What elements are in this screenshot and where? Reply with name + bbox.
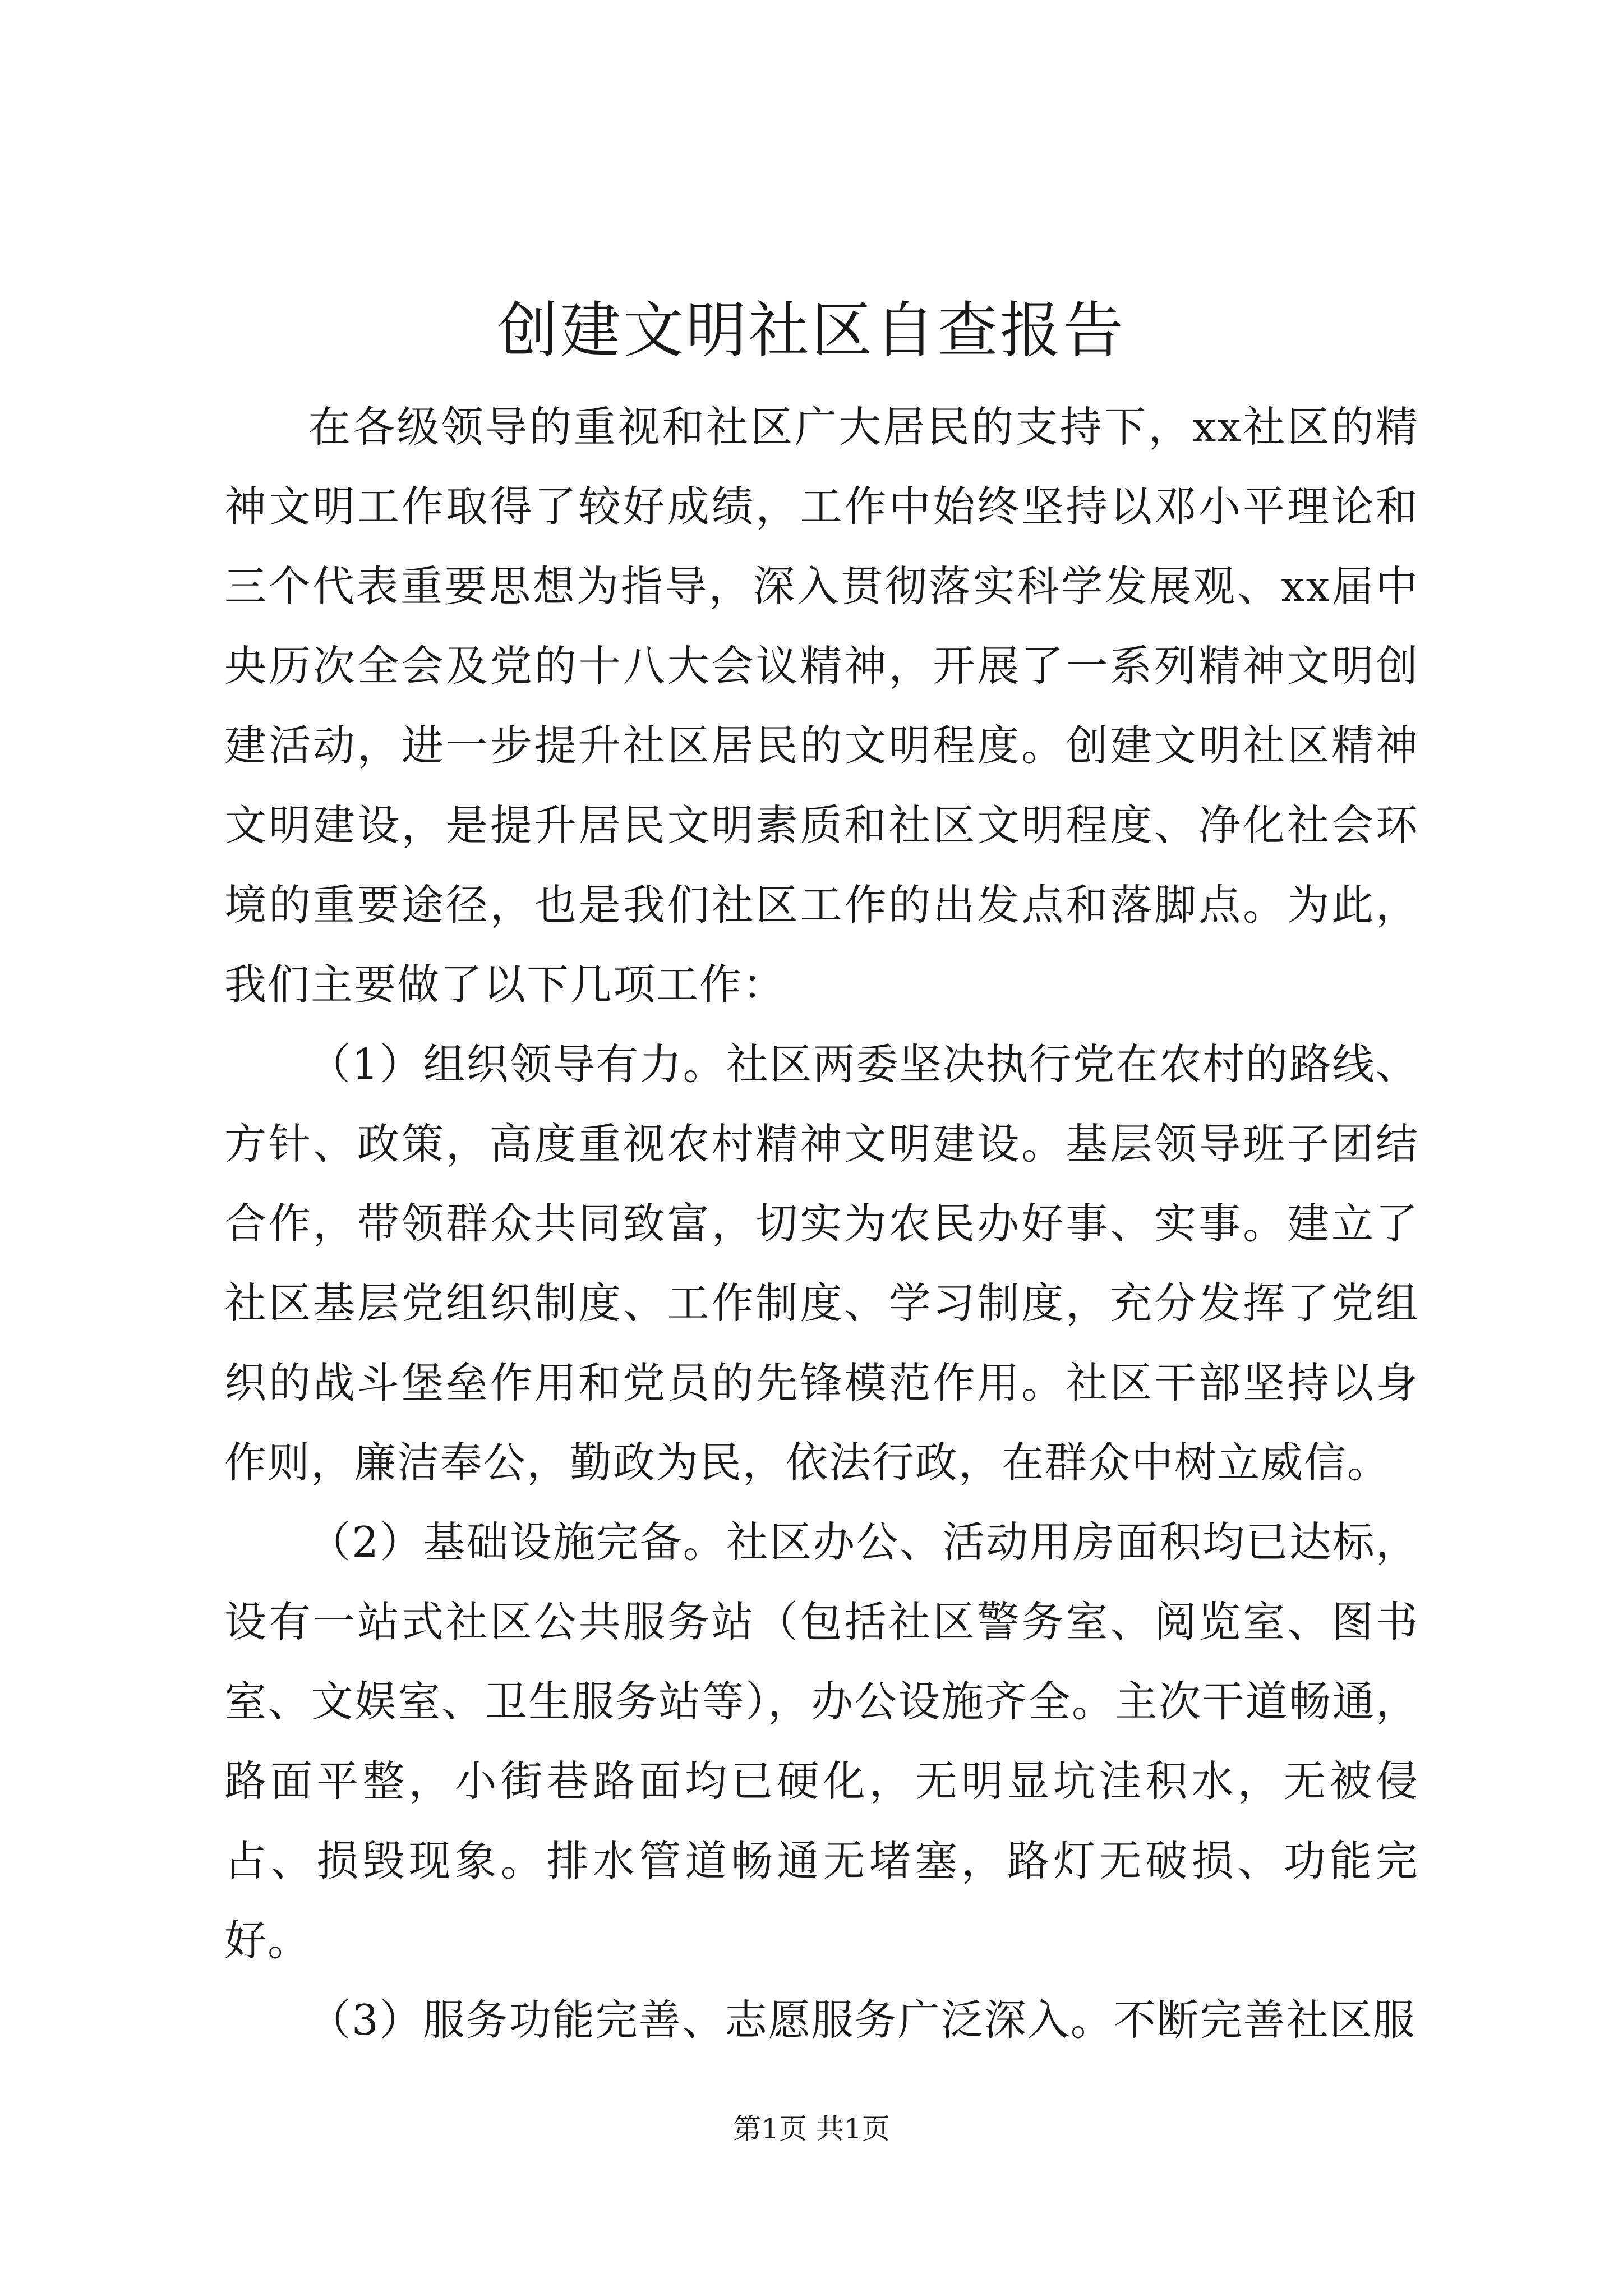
paragraph-intro: 在各级领导的重视和社区广大居民的支持下，xx社区的精神文明工作取得了较好成绩，工作中始终坚持以邓小平理论和三个代表重要思想为指导，深入贯彻落实科学发展观、xx届中央历次全会及党的十八大会议精神，开展了一系列精神文明创建活动，进一步提升社区居民的文明程度。创建文明社区精神文明建设，是提升居民文明素质和社区文明程度、净化社会环境的重要途径，也是我们社区工作的出发点和落脚点。为此，我们主要做了以下几项工作： [224, 402, 1419, 1009]
paragraph-service-functions: （3）服务功能完善、志愿服务广泛深入。不断完善社区服 [308, 1995, 1416, 2045]
page-number-footer: 第1页 共1页 [733, 2113, 890, 2145]
document-body [224, 387, 1419, 2060]
document-title: 创建文明社区自查报告 [497, 296, 1126, 366]
paragraph-organization-leadership: （1）组织领导有力。社区两委坚决执行党在农村的路线、方针、政策，高度重视农村精神文明建设。基层领导班子团结合作，带领群众共同致富，切实为农民办好事、实事。建立了社区基层党组织制度、工作制度、学习制度，充分发挥了党组织的战斗堡垒作用和党员的先锋模范作用。社区干部坚持以身作则，廉洁奉公，勤政为民，依法行政，在群众中树立威信。 [224, 1039, 1419, 1487]
paragraph-infrastructure: （2）基础设施完备。社区办公、活动用房面积均已达标，设有一站式社区公共服务站（包括社区警务室、阅览室、图书室、文娱室、卫生服务站等），办公设施齐全。主次干道畅通，路面平整，小街巷路面均已硬化，无明显坑洼积水，无被侵占、损毁现象。排水管道畅通无堵塞，路灯无破损、功能完好。 [224, 1517, 1419, 1965]
